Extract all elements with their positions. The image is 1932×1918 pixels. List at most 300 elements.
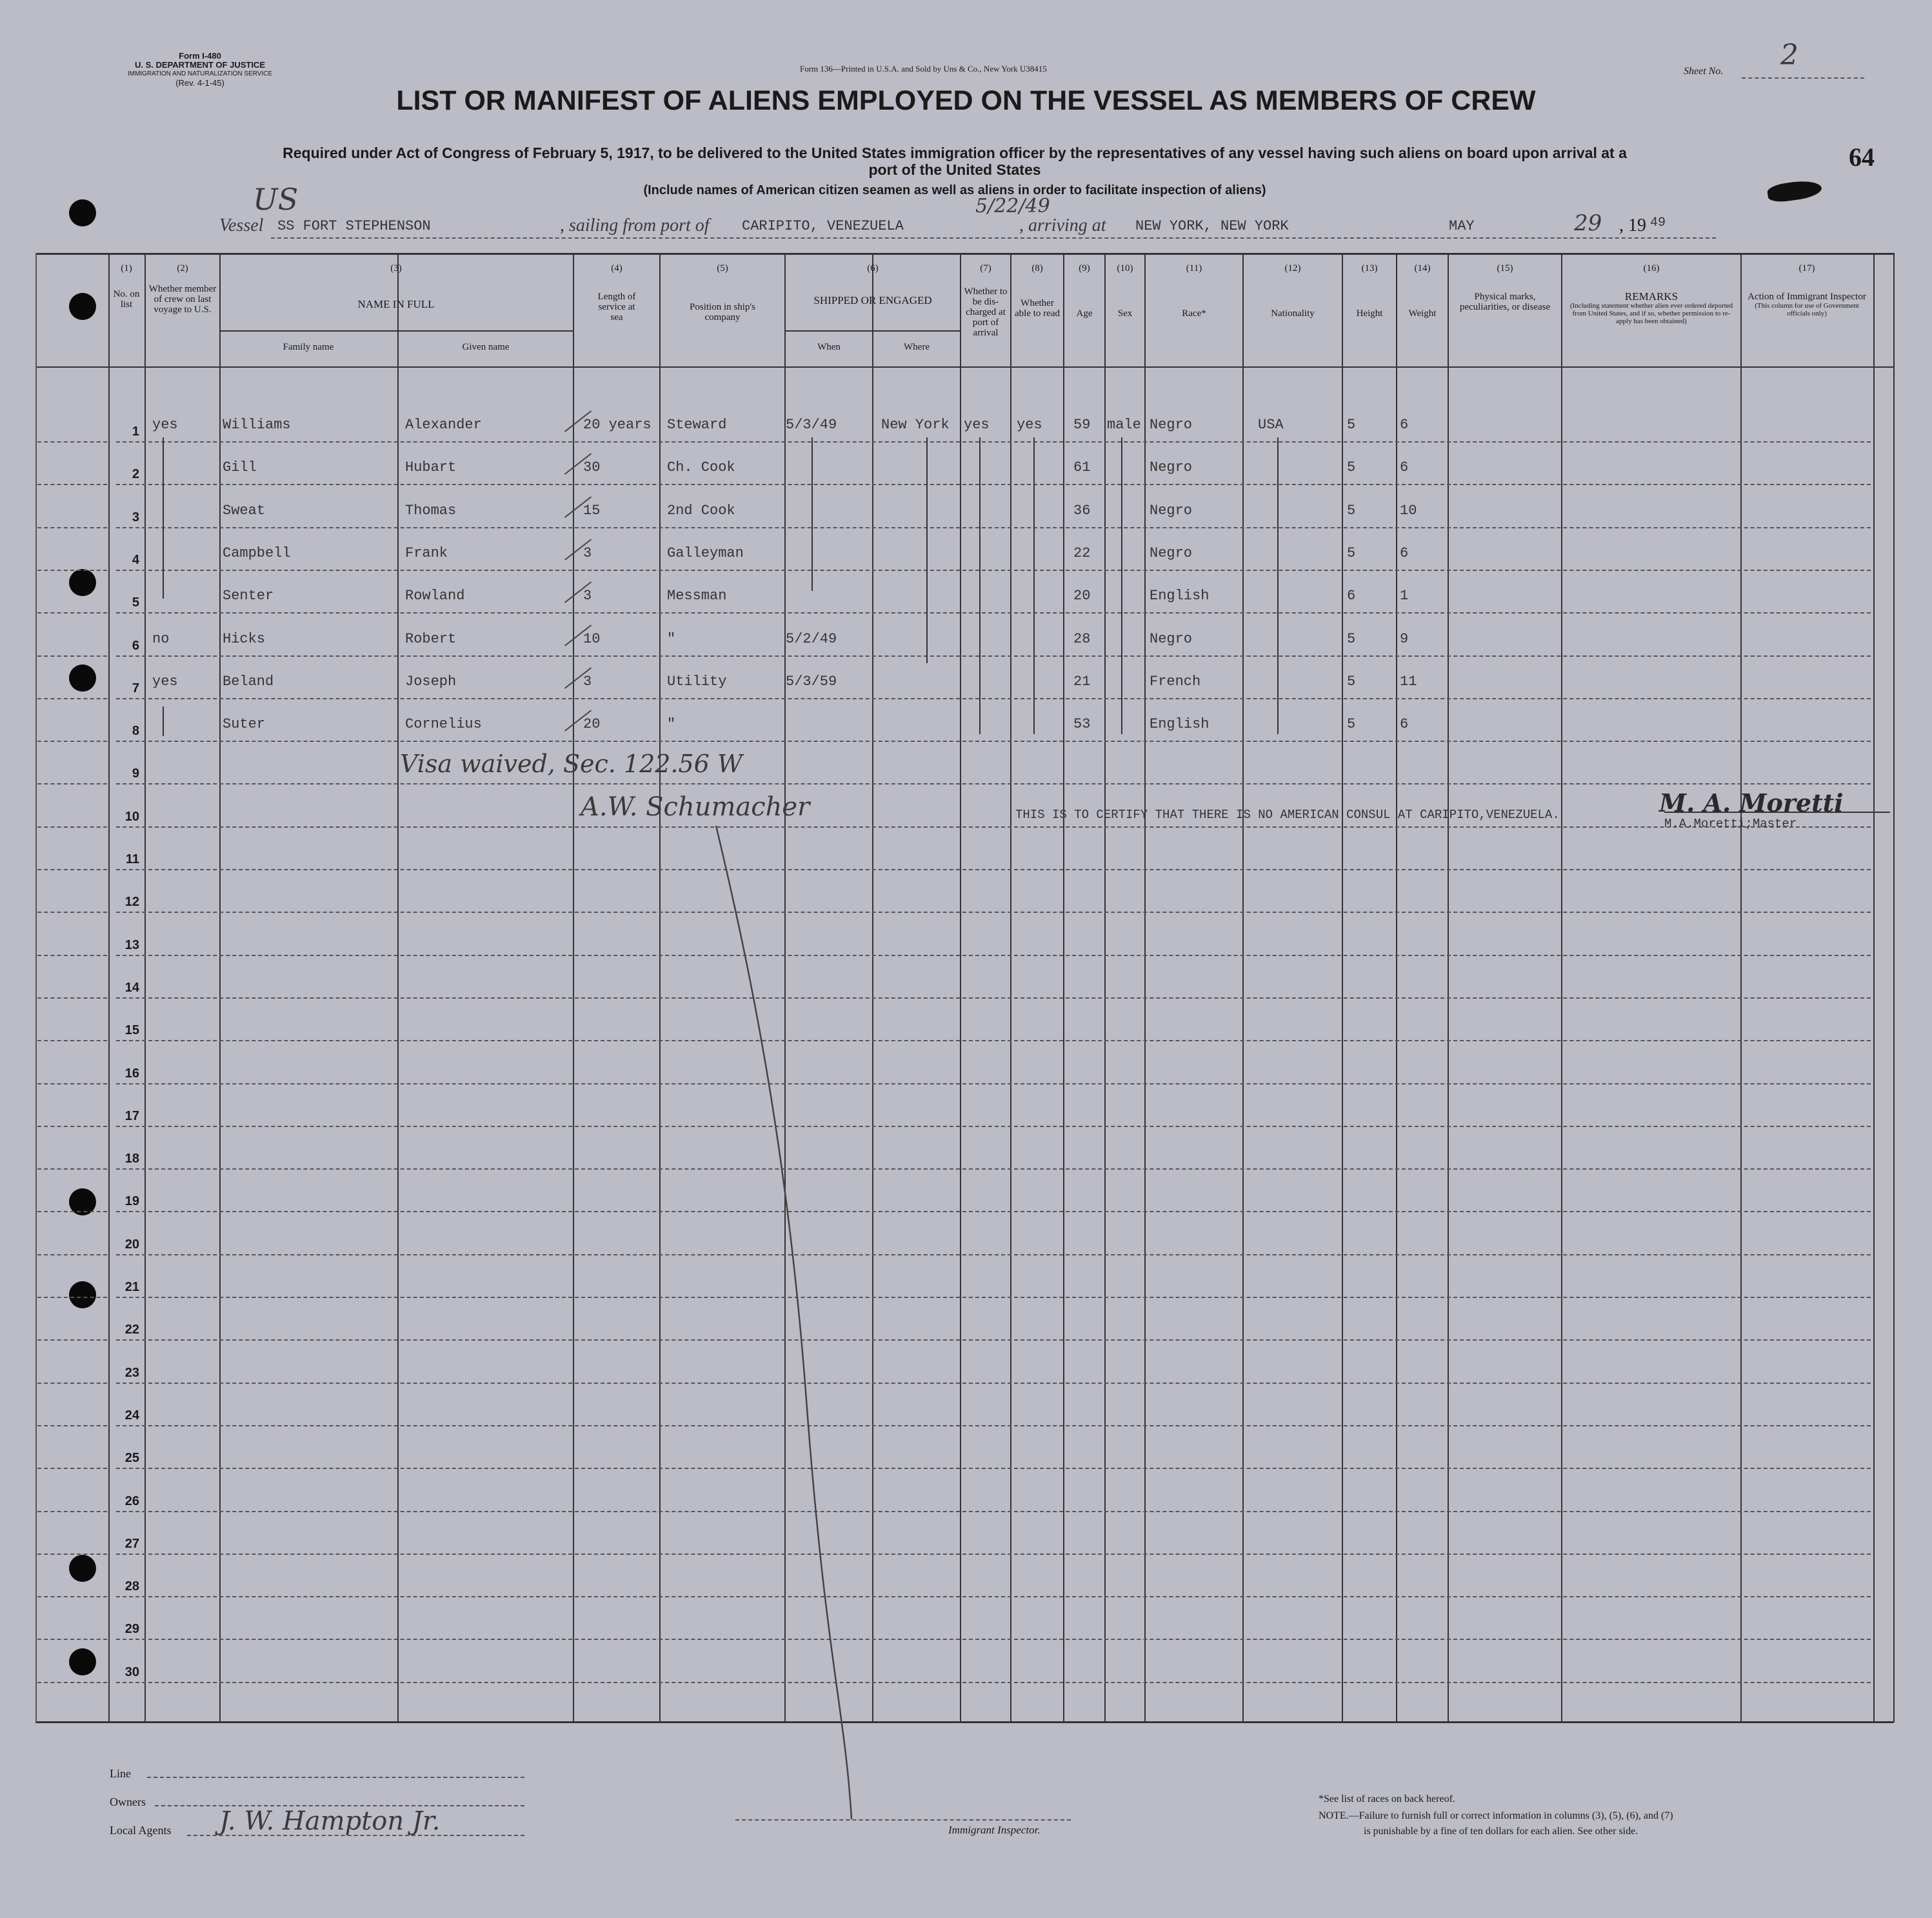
row-number: 19 (124, 1194, 139, 1208)
crew-member: yes (152, 674, 178, 690)
col16-label: REMARKS (1624, 290, 1678, 303)
column-rule (219, 253, 221, 1723)
margin-rule (37, 997, 107, 999)
crew-family: Senter (223, 588, 274, 604)
row-rule (116, 1126, 1871, 1127)
row-number: 20 (124, 1237, 139, 1252)
column-rule (1104, 253, 1106, 1723)
ditto-mark-where (926, 437, 928, 663)
col14-num: (14) (1414, 263, 1431, 274)
row-number: 23 (124, 1366, 139, 1380)
margin-rule (37, 1383, 107, 1384)
crew-service: 3 (583, 674, 592, 690)
arrival-month: MAY (1449, 218, 1475, 234)
col7-label: Whether to be dis-charged at port of arrival (964, 286, 1008, 338)
col9-num: (9) (1079, 263, 1090, 274)
arriving-label: , arriving at (1019, 215, 1106, 235)
margin-rule (37, 912, 107, 913)
col13-label: Height (1356, 308, 1383, 319)
col3-given-header: Given name (462, 342, 510, 352)
crew-sex: male (1107, 417, 1141, 433)
col14-header (1397, 263, 1448, 319)
crew-weight: 6 (1400, 545, 1409, 561)
crew-height: 6 (1347, 588, 1356, 604)
column-rule (397, 253, 399, 1723)
margin-rule (37, 527, 107, 528)
crew-position: " (667, 716, 676, 732)
column-rule (1873, 253, 1875, 1723)
page-number: 64 (1849, 143, 1875, 172)
crew-race: English (1150, 588, 1210, 604)
sheet-number-line (1742, 77, 1864, 79)
punch-hole (69, 1648, 96, 1675)
crew-given: Thomas (405, 503, 457, 519)
footer-line-label: Line (110, 1767, 131, 1780)
col15-header (1449, 263, 1561, 312)
row-number: 30 (124, 1665, 139, 1679)
margin-rule (37, 1126, 107, 1127)
col4-num: (4) (611, 263, 622, 274)
crew-service: 3 (583, 545, 592, 561)
margin-rule (37, 1211, 107, 1212)
crew-weight: 1 (1400, 588, 1409, 604)
ditto-mark-discharged (979, 437, 981, 734)
crew-age: 61 (1073, 459, 1091, 475)
margin-rule (37, 783, 107, 784)
col8-num: (8) (1031, 263, 1043, 274)
row-rule (116, 1425, 1871, 1426)
row-rule (116, 1553, 1871, 1555)
footer-line-rule (147, 1777, 524, 1778)
column-rule (1010, 253, 1011, 1723)
table-bottom-rule (35, 1721, 1893, 1723)
col16-header (1562, 263, 1740, 325)
col13-num: (13) (1361, 263, 1378, 274)
col5-num: (5) (717, 263, 728, 274)
row-rule (116, 955, 1871, 956)
col6-header (786, 263, 960, 306)
col2-num: (2) (177, 263, 188, 274)
row-number: 12 (124, 895, 139, 909)
row-number: 13 (124, 938, 139, 952)
crew-service: 30 (583, 459, 601, 475)
crew-height: 5 (1347, 417, 1356, 433)
row-rule (116, 1682, 1871, 1683)
ditto-mark-member (163, 706, 164, 736)
crew-family: Sweat (223, 503, 266, 519)
margin-rule (37, 955, 107, 956)
row-number: 25 (124, 1451, 139, 1465)
col16-num: (16) (1643, 263, 1660, 274)
col12-header (1244, 263, 1342, 319)
col3-label: NAME IN FULL (357, 298, 435, 310)
row-rule (116, 826, 1871, 828)
visa-waived-note: Visa waived, Sec. 122.56 W (400, 750, 742, 778)
row-rule (116, 570, 1871, 571)
row-number: 14 (124, 981, 139, 995)
crew-weight: 6 (1400, 716, 1409, 732)
margin-rule (37, 741, 107, 742)
certification-text: THIS IS TO CERTIFY THAT THERE IS NO AMERICAN CONSUL AT CARIPITO,VENEZUELA. (1015, 808, 1560, 822)
row-rule (116, 869, 1871, 870)
crew-family: Gill (223, 459, 257, 475)
row-rule (116, 1254, 1871, 1255)
table-top-rule (35, 253, 1893, 255)
column-rule (1342, 253, 1343, 1723)
row-number: 21 (124, 1280, 139, 1294)
col11-header (1146, 263, 1242, 319)
punch-hole (69, 664, 96, 692)
crew-age: 36 (1073, 503, 1091, 519)
column-rule (1396, 253, 1397, 1723)
crew-given: Hubart (405, 459, 457, 475)
row-number: 2 (132, 467, 139, 481)
inspector-signature: A.W. Schumacher (581, 792, 810, 822)
margin-rule (37, 1511, 107, 1512)
row-number: 16 (124, 1066, 139, 1081)
col4-header (574, 263, 659, 323)
crew-height: 5 (1347, 674, 1356, 690)
row-rule (116, 698, 1871, 699)
crew-position: Steward (667, 417, 727, 433)
column-rule (1144, 253, 1146, 1723)
races-note: *See list of races on back hereof. (1319, 1793, 1455, 1804)
row-rule (116, 441, 1871, 443)
crew-when: 5/3/59 (786, 674, 837, 690)
crew-race: Negro (1150, 417, 1193, 433)
col10-header (1106, 263, 1144, 319)
note-line1: NOTE.—Failure to furnish full or correct information in columns (3), (5), (6), and (7) (1319, 1810, 1673, 1821)
handwritten-us: US (253, 182, 299, 217)
page-title: LIST OR MANIFEST OF ALIENS EMPLOYED ON THE VESSEL AS MEMBERS OF CREW (396, 85, 1536, 116)
vessel-underline (271, 237, 1716, 239)
crew-given: Rowland (405, 588, 465, 604)
subtitle-line2: port of the United States (868, 161, 1041, 178)
crew-service: 20 years (583, 417, 652, 433)
row-rule (116, 1297, 1871, 1298)
crew-height: 5 (1347, 503, 1356, 519)
crew-member: yes (152, 417, 178, 433)
arrival-day: 29 (1574, 210, 1602, 236)
sheet-label: Sheet No. (1684, 66, 1724, 77)
master-signature: M. A. Moretti (1659, 788, 1844, 817)
ditto-mark-when (812, 437, 813, 591)
subtitle-note: (Include names of American citizen seamen as well as aliens in order to facilitate inspection of aliens) (643, 183, 1266, 197)
crew-where: New York (881, 417, 950, 433)
row-rule (116, 484, 1871, 485)
row-rule (116, 912, 1871, 913)
crew-weight: 6 (1400, 459, 1409, 475)
margin-rule (37, 1639, 107, 1640)
crew-member: no (152, 631, 170, 647)
col10-num: (10) (1117, 263, 1133, 274)
column-rule (1740, 253, 1742, 1723)
vessel-label: Vessel (219, 215, 264, 235)
row-rule (116, 655, 1871, 657)
master-typed-name: M.A.Moretti;Master (1664, 817, 1797, 831)
column-rule (144, 253, 146, 1723)
frame-left (35, 253, 37, 1723)
crew-age: 53 (1073, 716, 1091, 732)
col3-num: (3) (390, 263, 402, 274)
crew-service: 10 (583, 631, 601, 647)
punch-hole (69, 199, 96, 226)
row-rule (116, 1596, 1871, 1597)
margin-rule (37, 869, 107, 870)
column-rule (1242, 253, 1244, 1723)
agent-signature: J. W. Hampton Jr. (219, 1806, 441, 1836)
margin-rule (37, 1682, 107, 1683)
col1-label: No. on list (113, 289, 140, 310)
row-number: 26 (124, 1494, 139, 1508)
crew-given: Cornelius (405, 716, 482, 732)
row-number: 9 (132, 766, 139, 781)
crew-when: 5/2/49 (786, 631, 837, 647)
row-rule (116, 1040, 1871, 1041)
margin-rule (37, 1553, 107, 1555)
row-number: 27 (124, 1537, 139, 1551)
col7-num: (7) (980, 263, 991, 274)
row-number: 3 (132, 510, 139, 524)
crew-age: 20 (1073, 588, 1091, 604)
col17-header (1742, 263, 1872, 317)
crew-service: 15 (583, 503, 601, 519)
col2-label: Whether member of crew on last voyage to U.S. (148, 284, 217, 315)
row-number: 29 (124, 1622, 139, 1636)
col13-header (1343, 263, 1396, 319)
row-number: 8 (132, 724, 139, 738)
col1-header (110, 263, 143, 310)
form-id-block (90, 52, 310, 88)
crew-race: French (1150, 674, 1201, 690)
ink-blot (1766, 178, 1822, 203)
col3-header (219, 263, 573, 310)
crew-family: Suter (223, 716, 266, 732)
margin-rule (37, 1168, 107, 1170)
footer-owners-label: Owners (110, 1795, 146, 1808)
row-rule (116, 783, 1871, 784)
col6-num: (6) (867, 263, 879, 274)
col11-num: (11) (1186, 263, 1202, 274)
col8-header (1011, 263, 1063, 319)
row-rule (116, 1468, 1871, 1469)
vessel-name: SS FORT STEPHENSON (277, 218, 431, 234)
header-bottom-rule (35, 366, 1893, 368)
footer-agents-label: Local Agents (110, 1824, 172, 1837)
row-rule (116, 1211, 1871, 1212)
ditto-mark-member (163, 437, 164, 599)
crew-weight: 9 (1400, 631, 1409, 647)
crew-race: English (1150, 716, 1210, 732)
crew-when: 5/3/49 (786, 417, 837, 433)
column-rule (1561, 253, 1562, 1723)
margin-rule (37, 570, 107, 571)
row-rule (116, 1639, 1871, 1640)
margin-rule (37, 612, 107, 614)
punch-hole (69, 569, 96, 596)
row-number: 24 (124, 1408, 139, 1423)
col14-label: Weight (1408, 308, 1437, 319)
col15-label: Physical marks, peculiarities, or disease (1459, 292, 1551, 312)
row-rule (116, 1383, 1871, 1384)
crew-position: Galleyman (667, 545, 744, 561)
margin-rule (37, 698, 107, 699)
crew-weight: 11 (1400, 674, 1417, 690)
col17-label: Action of Immigrant Inspector (1748, 292, 1866, 302)
crew-weight: 10 (1400, 503, 1417, 519)
col6-label: SHIPPED OR ENGAGED (813, 294, 932, 306)
ditto-mark-sex (1121, 437, 1122, 734)
name-sub-rule (219, 330, 573, 332)
crew-race: Negro (1150, 631, 1193, 647)
year-prefix: , 19 (1619, 215, 1646, 235)
col4-label: Length of service at sea (597, 292, 636, 323)
year-suffix: 49 (1650, 215, 1666, 230)
margin-rule (37, 1468, 107, 1469)
crew-nationality: USA (1258, 417, 1284, 433)
sailing-label: , sailing from port of (560, 215, 710, 235)
punch-hole (69, 1281, 96, 1308)
col9-label: Age (1076, 308, 1093, 319)
col3-family-header: Family name (283, 342, 334, 352)
row-number: 22 (124, 1323, 139, 1337)
col2-header (146, 263, 219, 315)
row-number: 10 (124, 810, 139, 824)
row-number: 4 (132, 553, 139, 567)
col5-label: Position in ship's company (690, 302, 755, 323)
sheet-number: 2 (1780, 39, 1798, 72)
crew-discharged: yes (964, 417, 990, 433)
arriving-port: NEW YORK, NEW YORK (1135, 218, 1289, 234)
form-number: Form I-480 (179, 51, 221, 61)
row-number: 7 (132, 681, 139, 695)
department: U. S. DEPARTMENT OF JUSTICE (135, 60, 265, 70)
ditto-mark-nationality (1277, 437, 1279, 734)
row-number: 15 (124, 1023, 139, 1037)
crew-position: " (667, 631, 676, 647)
margin-rule (37, 441, 107, 443)
row-number: 5 (132, 595, 139, 610)
margin-rule (37, 1339, 107, 1341)
crew-service: 20 (583, 716, 601, 732)
column-rule (659, 253, 661, 1723)
crew-given: Frank (405, 545, 448, 561)
service: IMMIGRATION AND NATURALIZATION SERVICE (127, 70, 273, 77)
column-rule (1448, 253, 1449, 1723)
master-signature-line (1664, 812, 1890, 813)
revision: (Rev. 4-1-45) (175, 78, 224, 88)
crew-given: Robert (405, 631, 457, 647)
row-rule (116, 527, 1871, 528)
note-line2: is punishable by a fine of ten dollars for each alien. See other side. (1364, 1826, 1638, 1837)
punch-hole (69, 1555, 96, 1582)
margin-rule (37, 1083, 107, 1084)
crew-service: 3 (583, 588, 592, 604)
column-rule (1063, 253, 1064, 1723)
sailing-port: CARIPITO, VENEZUELA (742, 218, 904, 234)
row-rule (116, 1168, 1871, 1170)
col7-header (961, 263, 1010, 338)
subtitle-line1: Required under Act of Congress of February 5, 1917, to be delivered to the United States immigration officer by the representatives of any vessel having such aliens on board upon arrival at a (283, 145, 1627, 161)
crew-position: 2nd Cook (667, 503, 735, 519)
col1-num: (1) (121, 263, 132, 274)
crew-height: 5 (1347, 545, 1356, 561)
crew-position: Utility (667, 674, 727, 690)
row-number: 17 (124, 1109, 139, 1123)
punch-hole (69, 293, 96, 320)
row-number: 18 (124, 1152, 139, 1166)
crew-family: Beland (223, 674, 274, 690)
crew-height: 5 (1347, 459, 1356, 475)
row-number: 11 (125, 852, 139, 866)
crew-position: Messman (667, 588, 727, 604)
ditto-mark-read (1033, 437, 1035, 734)
margin-rule (37, 826, 107, 828)
inspector-label: Immigrant Inspector. (948, 1824, 1041, 1836)
row-number: 28 (124, 1579, 139, 1593)
crew-race: Negro (1150, 545, 1193, 561)
row-number: 6 (132, 639, 139, 653)
inspector-sign-rule (735, 1819, 1071, 1821)
margin-rule (37, 1040, 107, 1041)
col8-label: Whether able to read (1015, 298, 1060, 319)
col17-sub: (This column for use of Government officials only) (1755, 302, 1859, 317)
row-rule (116, 1339, 1871, 1341)
margin-rule (37, 484, 107, 485)
col5-header (661, 263, 784, 323)
col9-header (1064, 263, 1104, 319)
crew-age: 28 (1073, 631, 1091, 647)
crew-weight: 6 (1400, 417, 1409, 433)
crew-age: 22 (1073, 545, 1091, 561)
col6-where-header: Where (904, 342, 930, 352)
crew-height: 5 (1347, 716, 1356, 732)
crew-height: 5 (1347, 631, 1356, 647)
margin-rule (37, 1425, 107, 1426)
col6-when-header: When (817, 342, 841, 352)
row-rule (116, 1511, 1871, 1512)
crew-family: Hicks (223, 631, 266, 647)
col17-num: (17) (1798, 263, 1815, 274)
crew-race: Negro (1150, 459, 1193, 475)
row-rule (116, 1083, 1871, 1084)
col16-sub: (Including statement whether alien ever ordered deported from United States, and if so, whether permission to re-apply has been obtained) (1569, 302, 1733, 325)
crew-position: Ch. Cook (667, 459, 735, 475)
crew-age: 21 (1073, 674, 1091, 690)
col12-label: Nationality (1271, 308, 1315, 319)
crew-race: Negro (1150, 503, 1193, 519)
crew-given: Alexander (405, 417, 482, 433)
crew-given: Joseph (405, 674, 457, 690)
crew-age: 59 (1073, 417, 1091, 433)
row-number: 1 (132, 425, 139, 439)
crew-family: Williams (223, 417, 291, 433)
margin-rule (37, 655, 107, 657)
col10-label: Sex (1117, 308, 1133, 319)
column-rule (573, 253, 574, 1723)
margin-rule (37, 1297, 107, 1298)
column-rule (1893, 253, 1895, 1723)
column-rule (872, 253, 873, 1723)
pen-stroke (697, 819, 864, 1826)
printer-line: Form 136—Printed in U.S.A. and Sold by Uns & Co., New York U38415 (800, 64, 1047, 74)
col11-label: Race* (1182, 308, 1206, 319)
col12-num: (12) (1284, 263, 1301, 274)
margin-rule (37, 1254, 107, 1255)
margin-rule (37, 1596, 107, 1597)
handwritten-date: 5/22/49 (975, 195, 1050, 217)
row-rule (116, 612, 1871, 614)
